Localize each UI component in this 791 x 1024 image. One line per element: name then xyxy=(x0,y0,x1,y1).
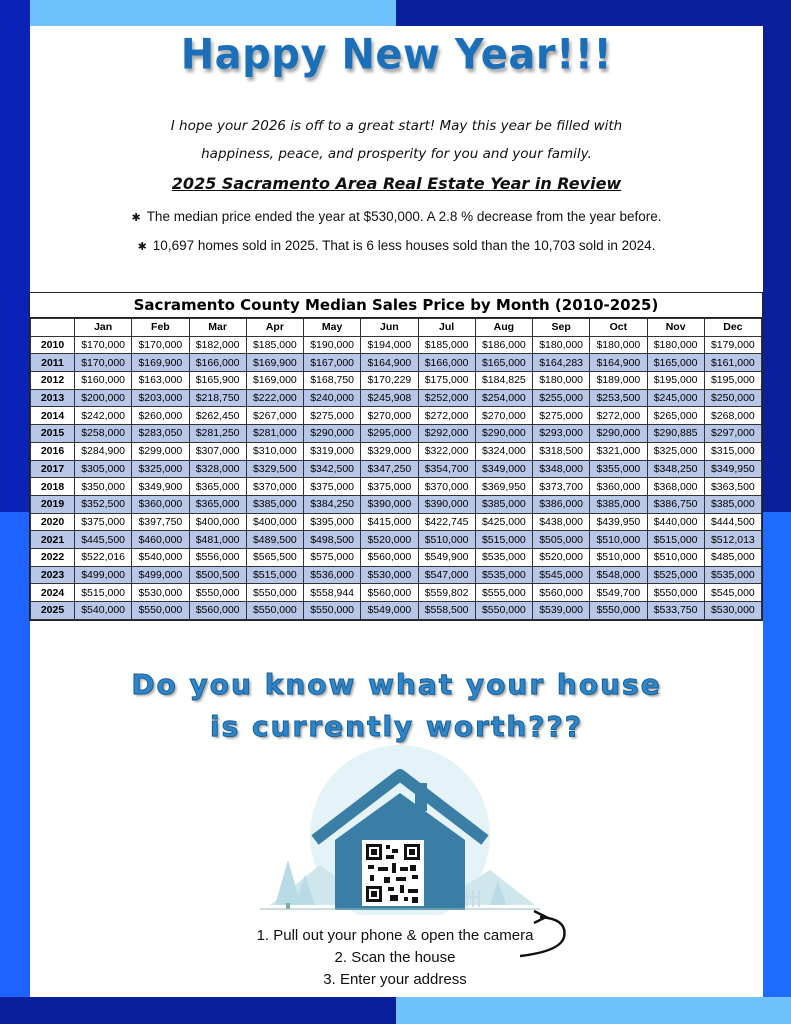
year-cell: 2010 xyxy=(31,336,75,354)
price-cell: $565,500 xyxy=(246,548,303,566)
price-cell: $549,700 xyxy=(590,584,647,602)
month-header: Aug xyxy=(475,319,532,337)
price-cell: $180,000 xyxy=(533,336,590,354)
price-cell: $318,500 xyxy=(533,442,590,460)
frame-left-bottom xyxy=(0,512,30,1024)
bullet-icon: ✱ xyxy=(137,241,147,253)
price-cell: $545,000 xyxy=(533,566,590,584)
table-row xyxy=(31,584,762,602)
month-header: Nov xyxy=(647,319,704,337)
house-icon xyxy=(250,745,550,915)
price-cell: $559,802 xyxy=(418,584,475,602)
price-cell: $160,000 xyxy=(75,372,132,390)
price-cell: $397,750 xyxy=(132,513,189,531)
price-cell: $536,000 xyxy=(304,566,361,584)
price-cell: $445,500 xyxy=(75,531,132,549)
price-cell: $267,000 xyxy=(246,407,303,425)
price-cell: $255,000 xyxy=(533,389,590,407)
cta-line-2: is currently worth??? xyxy=(209,710,584,743)
price-cell: $444,500 xyxy=(704,513,761,531)
intro-line-2: happiness, peace, and prosperity for you and your family. xyxy=(201,146,592,162)
price-cell: $368,000 xyxy=(647,478,704,496)
price-cell: $460,000 xyxy=(132,531,189,549)
headline: Happy New Year!!! xyxy=(180,30,613,80)
year-cell: 2011 xyxy=(31,354,75,372)
price-cell: $385,000 xyxy=(246,495,303,513)
price-cell: $185,000 xyxy=(418,336,475,354)
price-cell: $222,000 xyxy=(246,389,303,407)
price-cell: $281,000 xyxy=(246,425,303,443)
price-cell: $319,000 xyxy=(304,442,361,460)
price-cell: $164,900 xyxy=(590,354,647,372)
table-row xyxy=(31,425,762,443)
price-table xyxy=(29,292,763,621)
price-cell: $290,000 xyxy=(590,425,647,443)
price-cell: $349,900 xyxy=(132,478,189,496)
price-cell: $560,000 xyxy=(361,584,418,602)
step-1: 1. Pull out your phone & open the camera xyxy=(256,927,534,944)
price-cell: $384,250 xyxy=(304,495,361,513)
curved-arrow-icon xyxy=(520,905,580,965)
price-cell: $550,000 xyxy=(647,584,704,602)
price-cell: $489,500 xyxy=(246,531,303,549)
bullet-text: The median price ended the year at $530,000. A 2.8 % decrease from the year before. xyxy=(146,209,662,224)
price-cell: $315,000 xyxy=(704,442,761,460)
price-cell: $165,900 xyxy=(189,372,246,390)
table-row xyxy=(31,460,762,478)
price-cell: $168,750 xyxy=(304,372,361,390)
table-row xyxy=(31,602,762,620)
price-cell: $522,016 xyxy=(75,548,132,566)
price-cell: $195,000 xyxy=(647,372,704,390)
year-cell: 2019 xyxy=(31,495,75,513)
price-cell: $182,000 xyxy=(189,336,246,354)
price-cell: $284,900 xyxy=(75,442,132,460)
price-cell: $545,000 xyxy=(704,584,761,602)
price-cell: $515,000 xyxy=(647,531,704,549)
price-cell: $385,000 xyxy=(475,495,532,513)
price-cell: $170,229 xyxy=(361,372,418,390)
price-cell: $548,000 xyxy=(590,566,647,584)
price-cell: $329,000 xyxy=(361,442,418,460)
price-cell: $348,000 xyxy=(533,460,590,478)
price-cell: $485,000 xyxy=(704,548,761,566)
price-cell: $161,000 xyxy=(704,354,761,372)
step-2: 2. Scan the house xyxy=(334,949,456,966)
price-cell: $386,000 xyxy=(533,495,590,513)
price-cell: $558,944 xyxy=(304,584,361,602)
table-header-row xyxy=(31,319,762,337)
price-cell: $163,000 xyxy=(132,372,189,390)
price-cell: $190,000 xyxy=(304,336,361,354)
price-cell: $270,000 xyxy=(475,407,532,425)
frame-top-left xyxy=(0,0,396,26)
table-row xyxy=(31,478,762,496)
frame-top-right xyxy=(396,0,791,26)
price-cell: $184,825 xyxy=(475,372,532,390)
price-cell: $498,500 xyxy=(304,531,361,549)
year-cell: 2020 xyxy=(31,513,75,531)
price-cell: $242,000 xyxy=(75,407,132,425)
price-cell: $365,000 xyxy=(189,478,246,496)
price-cell: $550,000 xyxy=(475,602,532,620)
month-header: Jul xyxy=(418,319,475,337)
price-cell: $290,885 xyxy=(647,425,704,443)
price-cell: $575,000 xyxy=(304,548,361,566)
frame-bottom-right xyxy=(396,997,791,1024)
price-cell: $422,745 xyxy=(418,513,475,531)
price-cell: $558,500 xyxy=(418,602,475,620)
price-cell: $165,000 xyxy=(475,354,532,372)
price-cell: $167,000 xyxy=(304,354,361,372)
month-header: Feb xyxy=(132,319,189,337)
table-row xyxy=(31,354,762,372)
price-cell: $290,000 xyxy=(304,425,361,443)
price-cell: $499,000 xyxy=(132,566,189,584)
month-header: Dec xyxy=(704,319,761,337)
price-cell: $512,013 xyxy=(704,531,761,549)
month-header: Jan xyxy=(75,319,132,337)
year-cell: 2024 xyxy=(31,584,75,602)
price-cell: $560,000 xyxy=(189,602,246,620)
price-cell: $515,000 xyxy=(475,531,532,549)
price-cell: $180,000 xyxy=(590,336,647,354)
price-cell: $363,500 xyxy=(704,478,761,496)
bullet-median-price xyxy=(30,209,763,224)
year-cell: 2018 xyxy=(31,478,75,496)
price-cell: $194,000 xyxy=(361,336,418,354)
price-cell: $355,000 xyxy=(590,460,647,478)
price-cell: $515,000 xyxy=(75,584,132,602)
cta-line-1: Do you know what your house xyxy=(131,668,662,701)
price-cell: $321,000 xyxy=(590,442,647,460)
price-cell: $185,000 xyxy=(246,336,303,354)
price-cell: $550,000 xyxy=(189,584,246,602)
price-cell: $195,000 xyxy=(704,372,761,390)
price-cell: $400,000 xyxy=(189,513,246,531)
price-cell: $556,000 xyxy=(189,548,246,566)
price-cell: $258,000 xyxy=(75,425,132,443)
price-cell: $499,000 xyxy=(75,566,132,584)
bullet-text: 10,697 homes sold in 2025. That is 6 less houses sold than the 10,703 sold in 2024. xyxy=(152,238,656,253)
price-cell: $510,000 xyxy=(590,548,647,566)
price-cell: $555,000 xyxy=(475,584,532,602)
price-cell: $520,000 xyxy=(533,548,590,566)
price-cell: $481,000 xyxy=(189,531,246,549)
frame-bottom-left xyxy=(0,997,396,1024)
price-cell: $175,000 xyxy=(418,372,475,390)
price-cell: $535,000 xyxy=(475,548,532,566)
price-cell: $510,000 xyxy=(590,531,647,549)
year-cell: 2016 xyxy=(31,442,75,460)
month-header: Mar xyxy=(189,319,246,337)
price-cell: $530,000 xyxy=(704,602,761,620)
intro-line-1: I hope your 2026 is off to a great start! May this year be filled with xyxy=(170,118,623,134)
table-row xyxy=(31,531,762,549)
price-cell: $385,000 xyxy=(704,495,761,513)
price-cell: $245,908 xyxy=(361,389,418,407)
price-cell: $307,000 xyxy=(189,442,246,460)
header-corner xyxy=(31,319,75,337)
table-row xyxy=(31,495,762,513)
price-cell: $170,000 xyxy=(75,336,132,354)
price-cell: $170,000 xyxy=(75,354,132,372)
year-cell: 2015 xyxy=(31,425,75,443)
price-cell: $349,950 xyxy=(704,460,761,478)
price-cell: $170,000 xyxy=(132,336,189,354)
month-header: Oct xyxy=(590,319,647,337)
table-row xyxy=(31,372,762,390)
price-cell: $386,750 xyxy=(647,495,704,513)
table-row xyxy=(31,442,762,460)
price-cell: $265,000 xyxy=(647,407,704,425)
price-cell: $375,000 xyxy=(75,513,132,531)
price-cell: $510,000 xyxy=(647,548,704,566)
price-cell: $275,000 xyxy=(533,407,590,425)
price-cell: $254,000 xyxy=(475,389,532,407)
table-row xyxy=(31,548,762,566)
bullet-homes-sold xyxy=(30,238,763,253)
year-cell: 2017 xyxy=(31,460,75,478)
price-cell: $325,000 xyxy=(132,460,189,478)
table-row xyxy=(31,513,762,531)
price-cell: $549,900 xyxy=(418,548,475,566)
table-title: Sacramento County Median Sales Price by Month (2010-2025) xyxy=(30,293,762,318)
price-cell: $325,000 xyxy=(647,442,704,460)
price-cell: $262,450 xyxy=(189,407,246,425)
price-cell: $297,000 xyxy=(704,425,761,443)
price-cell: $322,000 xyxy=(418,442,475,460)
price-cell: $329,500 xyxy=(246,460,303,478)
month-header: Sep xyxy=(533,319,590,337)
price-cell: $547,000 xyxy=(418,566,475,584)
price-cell: $283,050 xyxy=(132,425,189,443)
price-cell: $272,000 xyxy=(418,407,475,425)
price-cell: $270,000 xyxy=(361,407,418,425)
price-cell: $369,950 xyxy=(475,478,532,496)
price-cell: $400,000 xyxy=(246,513,303,531)
price-cell: $549,000 xyxy=(361,602,418,620)
price-cell: $425,000 xyxy=(475,513,532,531)
price-cell: $439,950 xyxy=(590,513,647,531)
price-cell: $164,283 xyxy=(533,354,590,372)
price-cell: $500,500 xyxy=(189,566,246,584)
price-cell: $520,000 xyxy=(361,531,418,549)
price-cell: $299,000 xyxy=(132,442,189,460)
year-cell: 2014 xyxy=(31,407,75,425)
price-cell: $348,250 xyxy=(647,460,704,478)
price-cell: $164,900 xyxy=(361,354,418,372)
price-cell: $539,000 xyxy=(533,602,590,620)
price-cell: $550,000 xyxy=(590,602,647,620)
price-cell: $180,000 xyxy=(647,336,704,354)
price-cell: $180,000 xyxy=(533,372,590,390)
price-grid xyxy=(30,318,762,620)
price-cell: $305,000 xyxy=(75,460,132,478)
month-header: May xyxy=(304,319,361,337)
price-cell: $310,000 xyxy=(246,442,303,460)
price-cell: $169,900 xyxy=(132,354,189,372)
price-cell: $292,000 xyxy=(418,425,475,443)
price-cell: $390,000 xyxy=(361,495,418,513)
table-row xyxy=(31,336,762,354)
price-cell: $550,000 xyxy=(246,602,303,620)
price-cell: $525,000 xyxy=(647,566,704,584)
price-cell: $200,000 xyxy=(75,389,132,407)
bullet-icon: ✱ xyxy=(131,212,141,224)
price-cell: $250,000 xyxy=(704,389,761,407)
price-cell: $165,000 xyxy=(647,354,704,372)
price-cell: $540,000 xyxy=(75,602,132,620)
price-cell: $179,000 xyxy=(704,336,761,354)
year-cell: 2022 xyxy=(31,548,75,566)
price-cell: $438,000 xyxy=(533,513,590,531)
price-cell: $347,250 xyxy=(361,460,418,478)
price-cell: $349,000 xyxy=(475,460,532,478)
price-cell: $169,000 xyxy=(246,372,303,390)
price-cell: $560,000 xyxy=(533,584,590,602)
price-cell: $203,000 xyxy=(132,389,189,407)
intro-text xyxy=(30,112,763,168)
price-cell: $375,000 xyxy=(304,478,361,496)
price-cell: $354,700 xyxy=(418,460,475,478)
price-cell: $365,000 xyxy=(189,495,246,513)
price-cell: $440,000 xyxy=(647,513,704,531)
price-cell: $540,000 xyxy=(132,548,189,566)
price-cell: $415,000 xyxy=(361,513,418,531)
price-cell: $535,000 xyxy=(704,566,761,584)
price-cell: $272,000 xyxy=(590,407,647,425)
review-title: 2025 Sacramento Area Real Estate Year in Review xyxy=(171,174,622,193)
price-cell: $189,000 xyxy=(590,372,647,390)
price-cell: $390,000 xyxy=(418,495,475,513)
price-cell: $385,000 xyxy=(590,495,647,513)
price-cell: $342,500 xyxy=(304,460,361,478)
price-cell: $169,900 xyxy=(246,354,303,372)
price-cell: $350,000 xyxy=(75,478,132,496)
price-cell: $252,000 xyxy=(418,389,475,407)
price-cell: $535,000 xyxy=(475,566,532,584)
price-cell: $395,000 xyxy=(304,513,361,531)
price-cell: $186,000 xyxy=(475,336,532,354)
price-cell: $510,000 xyxy=(418,531,475,549)
year-cell: 2023 xyxy=(31,566,75,584)
year-cell: 2021 xyxy=(31,531,75,549)
price-cell: $295,000 xyxy=(361,425,418,443)
price-cell: $533,750 xyxy=(647,602,704,620)
price-cell: $360,000 xyxy=(590,478,647,496)
price-cell: $370,000 xyxy=(246,478,303,496)
price-cell: $324,000 xyxy=(475,442,532,460)
price-cell: $550,000 xyxy=(304,602,361,620)
step-3: 3. Enter your address xyxy=(323,971,467,988)
price-cell: $560,000 xyxy=(361,548,418,566)
price-cell: $218,750 xyxy=(189,389,246,407)
year-cell: 2012 xyxy=(31,372,75,390)
price-cell: $290,000 xyxy=(475,425,532,443)
price-cell: $515,000 xyxy=(246,566,303,584)
price-cell: $328,000 xyxy=(189,460,246,478)
price-cell: $505,000 xyxy=(533,531,590,549)
year-cell: 2025 xyxy=(31,602,75,620)
price-cell: $240,000 xyxy=(304,389,361,407)
month-header: Jun xyxy=(361,319,418,337)
price-cell: $375,000 xyxy=(361,478,418,496)
price-cell: $281,250 xyxy=(189,425,246,443)
frame-right-bottom xyxy=(763,512,791,1024)
table-row xyxy=(31,389,762,407)
price-cell: $373,700 xyxy=(533,478,590,496)
price-cell: $253,500 xyxy=(590,389,647,407)
table-row xyxy=(31,566,762,584)
price-cell: $260,000 xyxy=(132,407,189,425)
price-cell: $166,000 xyxy=(418,354,475,372)
price-cell: $166,000 xyxy=(189,354,246,372)
price-cell: $530,000 xyxy=(361,566,418,584)
price-cell: $370,000 xyxy=(418,478,475,496)
price-cell: $530,000 xyxy=(132,584,189,602)
price-cell: $268,000 xyxy=(704,407,761,425)
price-cell: $275,000 xyxy=(304,407,361,425)
table-row xyxy=(31,407,762,425)
month-header: Apr xyxy=(246,319,303,337)
price-cell: $293,000 xyxy=(533,425,590,443)
price-cell: $550,000 xyxy=(246,584,303,602)
year-cell: 2013 xyxy=(31,389,75,407)
frame-right-top xyxy=(763,0,791,512)
price-cell: $360,000 xyxy=(132,495,189,513)
frame-left-top xyxy=(0,0,30,512)
price-cell: $245,000 xyxy=(647,389,704,407)
price-cell: $550,000 xyxy=(132,602,189,620)
price-cell: $352,500 xyxy=(75,495,132,513)
